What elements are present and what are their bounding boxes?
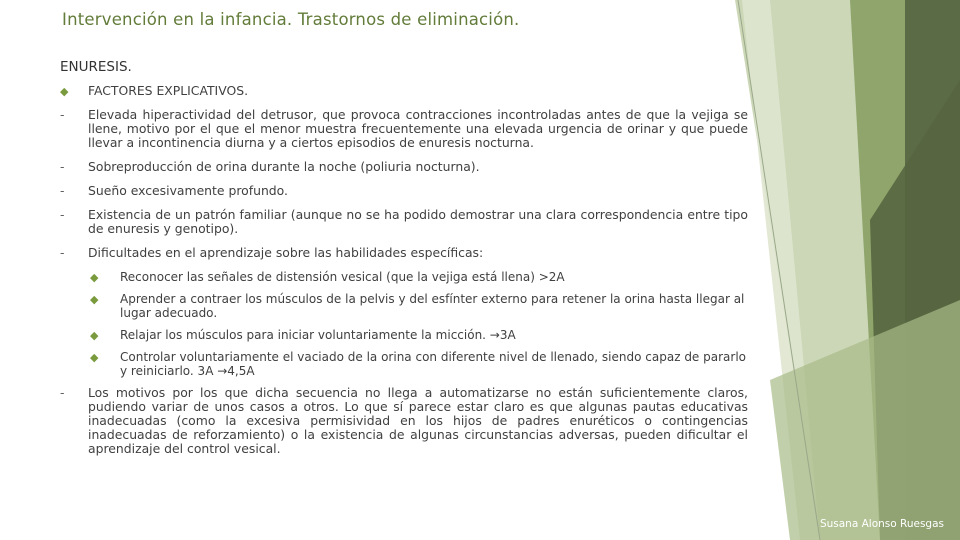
dash-bullet: - [60,245,65,260]
section-heading: ENURESIS. [60,59,132,75]
diamond-bullet-icon: ◆ [60,85,69,98]
sub-list-item [90,350,748,378]
diamond-bullet-icon: ◆ [90,351,99,364]
list-item-text: Los motivos por los que dicha secuencia no llega a automatizarse no están suficientemente claros, pudiendo variar de unos casos a otros. Lo que sí parece estar claro es que algunas pautas educativas inadecuadas (como la excesiva permisividad en los hijos de padres enuréticos o contingencias inadecuadas de reforzamiento) o la existencia de algunas circunstancias adversas, pueden dificultar el aprendizaje del control vesical. [88,385,748,456]
list-item [60,208,748,236]
diamond-bullet-icon: ◆ [90,329,99,342]
dash-bullet: - [60,207,65,222]
author-footer: Susana Alonso Ruesgas [819,518,944,530]
list-item-text: Dificultades en el aprendizaje sobre las habilidades específicas: [88,245,484,260]
sub-list-item-text: Reconocer las señales de distensión vesical (que la vejiga está llena) >2A [120,270,565,284]
list-item-text: Sueño excesivamente profundo. [88,183,288,198]
sub-list-item-text: Controlar voluntariamente el vaciado de la orina con diferente nivel de llenado, siendo capaz de pararlo y reiniciarlo. 3A →4,5A [120,350,746,378]
slide-content [60,60,748,466]
sub-list-item-text: Relajar los músculos para iniciar voluntariamente la micción. →3A [120,328,516,342]
list-item [60,184,748,198]
list-item [60,160,748,174]
dash-bullet: - [60,183,65,198]
diamond-bullet-icon: ◆ [90,293,99,306]
dash-bullet: - [60,107,65,122]
list-item-text: Sobreproducción de orina durante la noche (poliuria nocturna). [88,159,480,174]
sub-list [90,270,748,378]
sub-list-item [90,328,748,342]
list-item [60,108,748,150]
list-item [60,386,748,456]
sub-list-item-text: Aprender a contraer los músculos de la pelvis y del esfínter externo para retener la orina hasta llegar al lugar adecuado. [120,292,745,320]
diamond-bullet-icon: ◆ [90,271,99,284]
list-item [60,246,748,260]
dash-bullet: - [60,385,65,400]
list-item-text: Elevada hiperactividad del detrusor, que provoca contracciones incontroladas antes de que la vejiga se llene, motivo por el que el menor muestra frecuentemente una elevada urgencia de orinar y que puede llevar a incontinencia diurna y a ciertos episodios de enuresis nocturna. [88,107,748,150]
sub-list-item [90,292,748,320]
list-item-text: Existencia de un patrón familiar (aunque no se ha podido demostrar una clara correspondencia entre tipo de enuresis y genotipo). [88,207,748,236]
slide-title: Intervención en la infancia. Trastornos de eliminación. [62,10,520,29]
dash-bullet: - [60,159,65,174]
sub-list-item [90,270,748,284]
list-item-text: FACTORES EXPLICATIVOS. [88,83,249,98]
list-item [60,84,748,98]
